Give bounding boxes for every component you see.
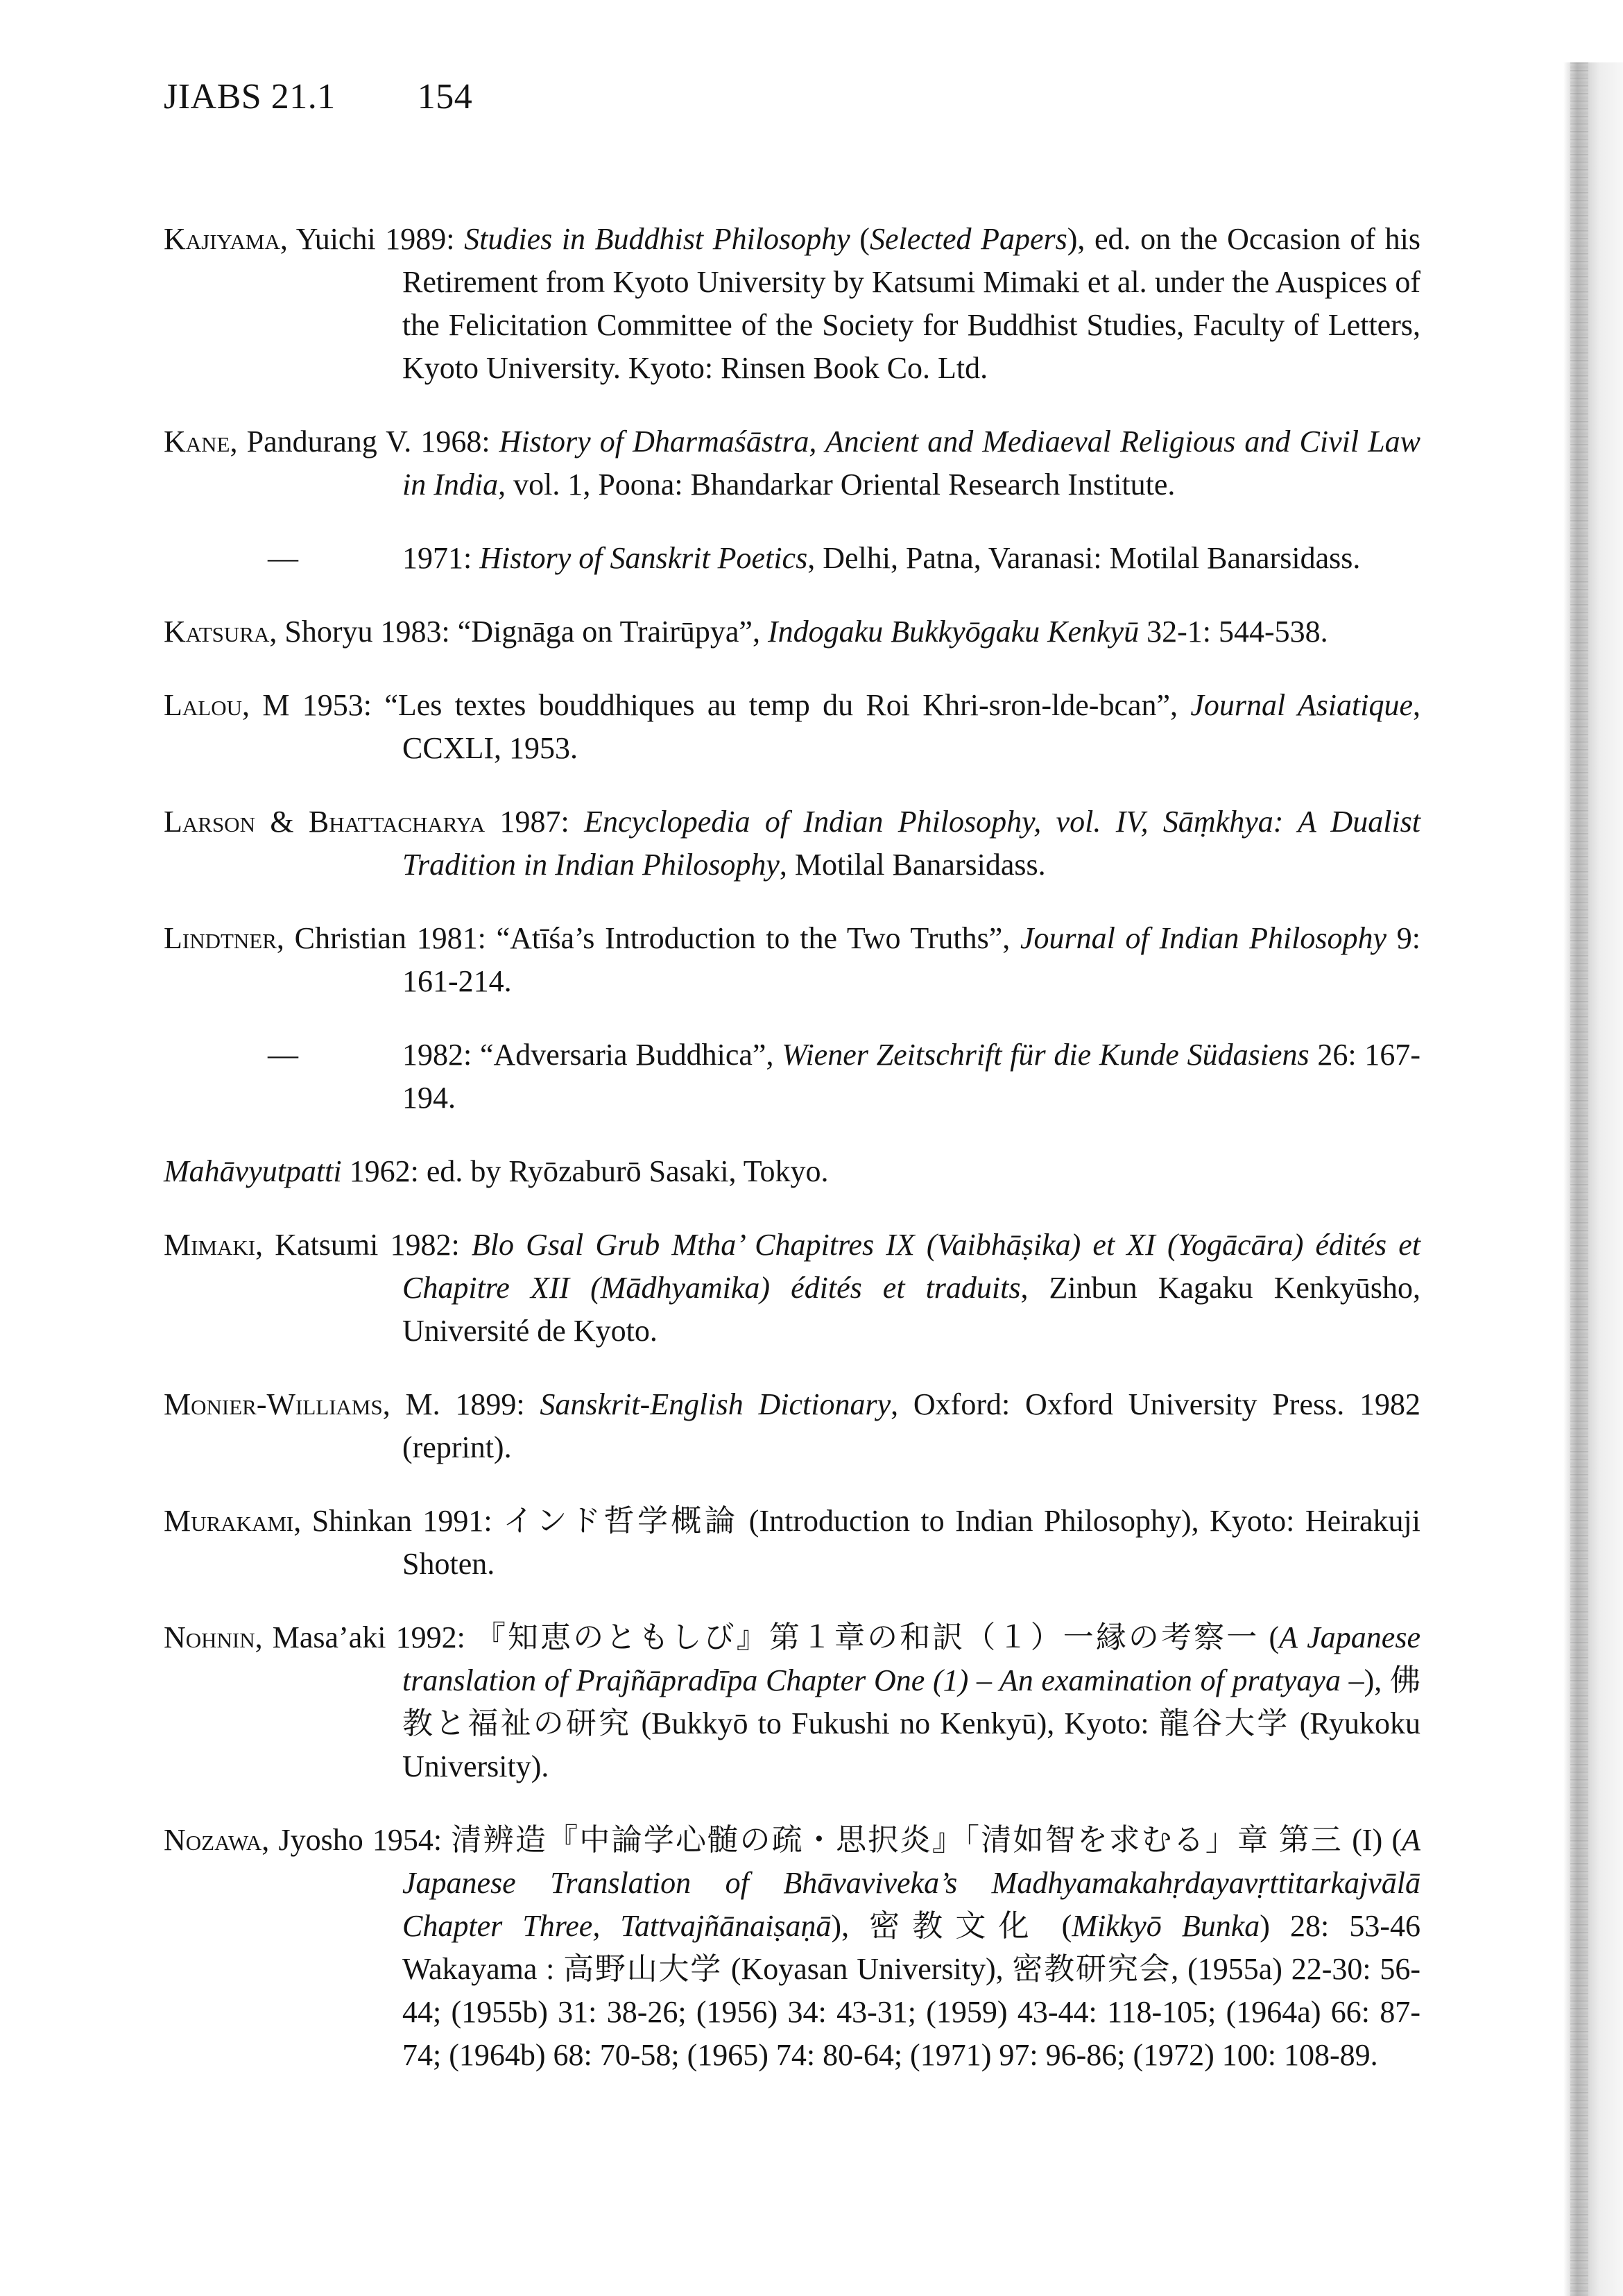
reference-entry-continued (164, 1034, 1420, 1120)
author-surname: Murakami (164, 1504, 294, 1538)
publication-details: , CCXLI, 1953. (402, 688, 1420, 765)
author-surname: Kajiyama (164, 222, 280, 256)
publication-details: , Zinbun Kagaku Kenkyūsho, Université de Kyoto. (402, 1271, 1420, 1348)
publication-details: 9: 161-214. (402, 921, 1420, 998)
author-surname: Monier-Williams (164, 1387, 383, 1421)
author-surname: Lalou (164, 688, 242, 722)
bibliography (164, 187, 1420, 2085)
reference-entry (164, 420, 1420, 506)
publication-details: 1962: ed. by Ryōzaburō Sasaki, Tokyo. (341, 1154, 829, 1188)
work-title: History of Sanskrit Poetics (479, 541, 808, 575)
work-subtitle: Selected Papers (869, 222, 1067, 256)
author-surname: Mimaki (164, 1228, 256, 1262)
reference-entry (164, 917, 1420, 1003)
publication-details: , Oxford: Oxford University Press. 1982 (reprint). (402, 1387, 1420, 1464)
work-title: Indogaku Bukkyōgaku Kenkyū (767, 615, 1140, 649)
reference-entry (164, 1383, 1420, 1469)
work-title: Journal Asiatique (1190, 688, 1413, 722)
work-title: Encyclopedia of Indian Philosophy, vol. IV, Sāṃkhya: A Dualist Tradition in Indian Philosophy (402, 805, 1420, 882)
author-details: , M. 1899: (382, 1387, 540, 1421)
scan-binding-edge (1563, 62, 1623, 2296)
reference-entry (164, 1150, 1420, 1193)
publication-details: インド哲学概論 (Introduction to Indian Philosophy), Kyoto: Heirakuji Shoten. (402, 1504, 1420, 1581)
reference-entry (164, 684, 1420, 770)
author-details: 1987: (485, 805, 585, 839)
work-subtitle: Mikkyō Bunka (1072, 1909, 1260, 1943)
author-surname: Nozawa (164, 1823, 262, 1857)
reference-entry (164, 800, 1420, 886)
reference-entry (164, 1616, 1420, 1788)
running-header (164, 76, 472, 117)
publication-details: , Motilal Banarsidass. (779, 848, 1046, 882)
author-details: , Shoryu 1983: “Dignāga on Trairūpya”, (269, 615, 768, 649)
publication-details: ), 佛教と福祉の研究 (Bukkyō to Fukushi no Kenkyū), Kyoto: 龍谷大学 (Ryukoku University). (402, 1663, 1421, 1783)
author-surname: Lindtner (164, 921, 277, 955)
author-details: , M 1953: “Les textes bouddhiques au temp du Roi Khri-sron-lde-bcan”, (241, 688, 1191, 722)
author-surname: Nohnin (164, 1620, 255, 1654)
work-title: Studies in Buddhist Philosophy (464, 222, 850, 256)
year: 1982: “Adversaria Buddhica”, (402, 1038, 782, 1072)
year: 1971: (402, 541, 480, 575)
publication-details: , Delhi, Patna, Varanasi: Motilal Banarsidass. (807, 541, 1361, 575)
ditto-dash: — (268, 1038, 298, 1072)
publication-details: 32-1: 544-538. (1139, 615, 1328, 649)
work-title: Blo Gsal Grub Mtha’ Chapitres IX (Vaibhāṣika) et XI (Yogācāra) édités et Chapitre XII (Mādhyamika) édités et traduits (402, 1228, 1420, 1305)
reference-entry (164, 1819, 1420, 2077)
publication-details: , vol. 1, Poona: Bhandarkar Oriental Research Institute. (498, 468, 1176, 502)
author-details: , Katsumi 1982: (255, 1228, 472, 1262)
publication-details: ), ed. on the Occasion of his Retirement from Kyoto University by Katsumi Mimaki et al. under the Auspices of the Felicitation Committee of the Society for Buddhist Studies, Faculty of Letters, Kyoto University. Kyoto: Rinsen Book Co. Ltd. (402, 222, 1421, 385)
journal-name: JIABS 21.1 (164, 77, 336, 117)
separator: ), 密教文化 ( (831, 1909, 1072, 1943)
publication-details: ) 28: 53-46 Wakayama : 高野山大学 (Koyasan University), 密教研究会, (1955a) 22-30: 56-44; (1955b) 31: 38-26; (1956) 34: 43-31; (1959) 43-44: 118-105; (1964a) 66: 87-74; (1964b) 68: 70-58; (1965) 74: 80-64; (1971) 97: 96-86; (1972) 100: 108-89. (402, 1909, 1421, 2072)
work-title: A Japanese translation of Prajñāpradīpa Chapter One (1) – An examination of pratyaya – (402, 1620, 1420, 1697)
author-details: , Jyosho 1954: 清辨造『中論学心髄の疏・思択炎』「清如智を求むる」章 第三 (I) ( (261, 1823, 1402, 1857)
reference-entry (164, 218, 1420, 390)
reference-entry (164, 610, 1420, 653)
work-title: Journal of Indian Philosophy (1020, 921, 1387, 955)
reference-entry (164, 1224, 1420, 1353)
work-title: Mahāvyutpatti (164, 1154, 342, 1188)
author-surname: Katsura (164, 615, 270, 649)
author-details: , Christian 1981: “Atīśa’s Introduction to the Two Truths”, (276, 921, 1020, 955)
author-details: , Shinkan 1991: (293, 1504, 504, 1538)
author-details: , Pandurang V. 1968: (230, 425, 499, 459)
work-title: History of Dharmaśāstra, Ancient and Mediaeval Religious and Civil Law in India (402, 425, 1421, 502)
author-surname: Kane (164, 425, 230, 459)
ditto-dash: — (268, 541, 298, 575)
author-surname: Larson & Bhattacharya (164, 805, 486, 839)
work-title: A Japanese Translation of Bhāvaviveka’s Madhyamakahṛdayavṛttitarkajvālā Chapter Three, Tattvajñānaiṣaṇā (402, 1823, 1420, 1943)
reference-entry (164, 1500, 1420, 1586)
publication-details: 26: 167-194. (402, 1038, 1420, 1115)
work-title: Wiener Zeitschrift für die Kunde Südasiens (782, 1038, 1309, 1072)
author-details: , Yuichi 1989: (280, 222, 465, 256)
reference-entry-continued (164, 537, 1420, 580)
separator: ( (850, 222, 870, 256)
page-number: 154 (417, 77, 473, 117)
work-title: Sanskrit-English Dictionary (540, 1387, 891, 1421)
author-details: , Masa’aki 1992: 『知恵のともしび』第１章の和訳（１）一縁の考察一 ( (255, 1620, 1280, 1654)
